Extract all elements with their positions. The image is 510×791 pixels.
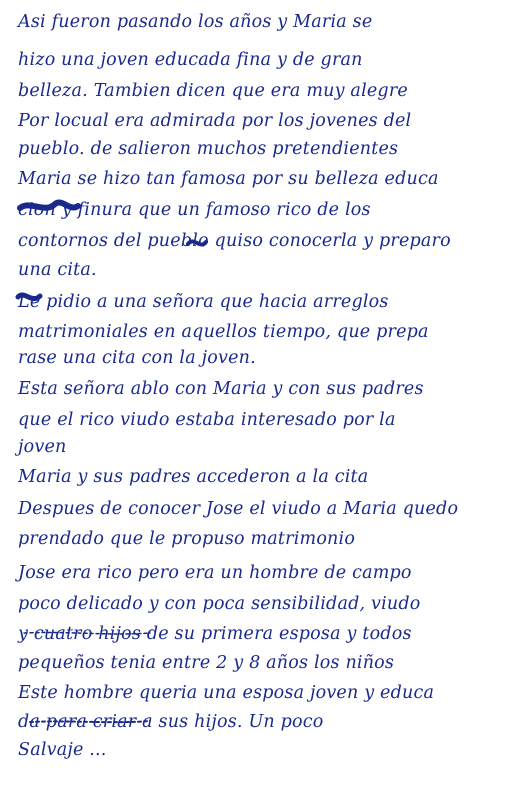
- text-line: Le pidio a una señora que hacia arreglos: [18, 292, 389, 312]
- text-line: Esta señora ablo con Maria y con sus padres: [18, 379, 424, 399]
- text-line: pequeños tenia entre 2 y 8 años los niños: [18, 653, 395, 673]
- text-line: poco delicado y con poca sensibilidad, viudo: [18, 594, 421, 614]
- text-line: Jose era rico pero era un hombre de campo: [18, 563, 412, 583]
- text-line: Maria se hizo tan famosa por su belleza educa: [18, 169, 439, 189]
- text-line: rase una cita con la joven.: [18, 348, 256, 368]
- text-line: cion y finura que un famoso rico de los: [18, 200, 371, 220]
- text-line: Asi fueron pasando los años y Maria se: [18, 12, 373, 32]
- text-line: y cuatro hijos de su primera esposa y todos: [18, 624, 412, 644]
- text-line: Despues de conocer Jose el viudo a Maria quedo: [18, 499, 459, 519]
- text-line: prendado que le propuso matrimonio: [18, 529, 356, 549]
- text-line: hizo una joven educada fina y de gran: [18, 50, 363, 70]
- text-line: belleza. Tambien dicen que era muy alegre: [18, 81, 408, 101]
- text-line: Salvaje ...: [18, 740, 107, 760]
- text-line: da para criar a sus hijos. Un poco: [18, 712, 324, 732]
- text-line: Por locual era admirada por los jovenes del: [18, 111, 412, 131]
- text-line: matrimoniales en aquellos tiempo, que prepa: [18, 322, 429, 342]
- text-line: Maria y sus padres accederon a la cita: [18, 467, 369, 487]
- text-line: joven: [18, 437, 67, 457]
- text-line: Este hombre queria una esposa joven y educa: [18, 683, 435, 703]
- text-line: contornos del pueblo quiso conocerla y preparo: [18, 231, 451, 251]
- text-line: una cita.: [18, 260, 97, 280]
- text-line: pueblo. de salieron muchos pretendientes: [18, 139, 399, 159]
- text-line: que el rico viudo estaba interesado por la: [18, 410, 396, 430]
